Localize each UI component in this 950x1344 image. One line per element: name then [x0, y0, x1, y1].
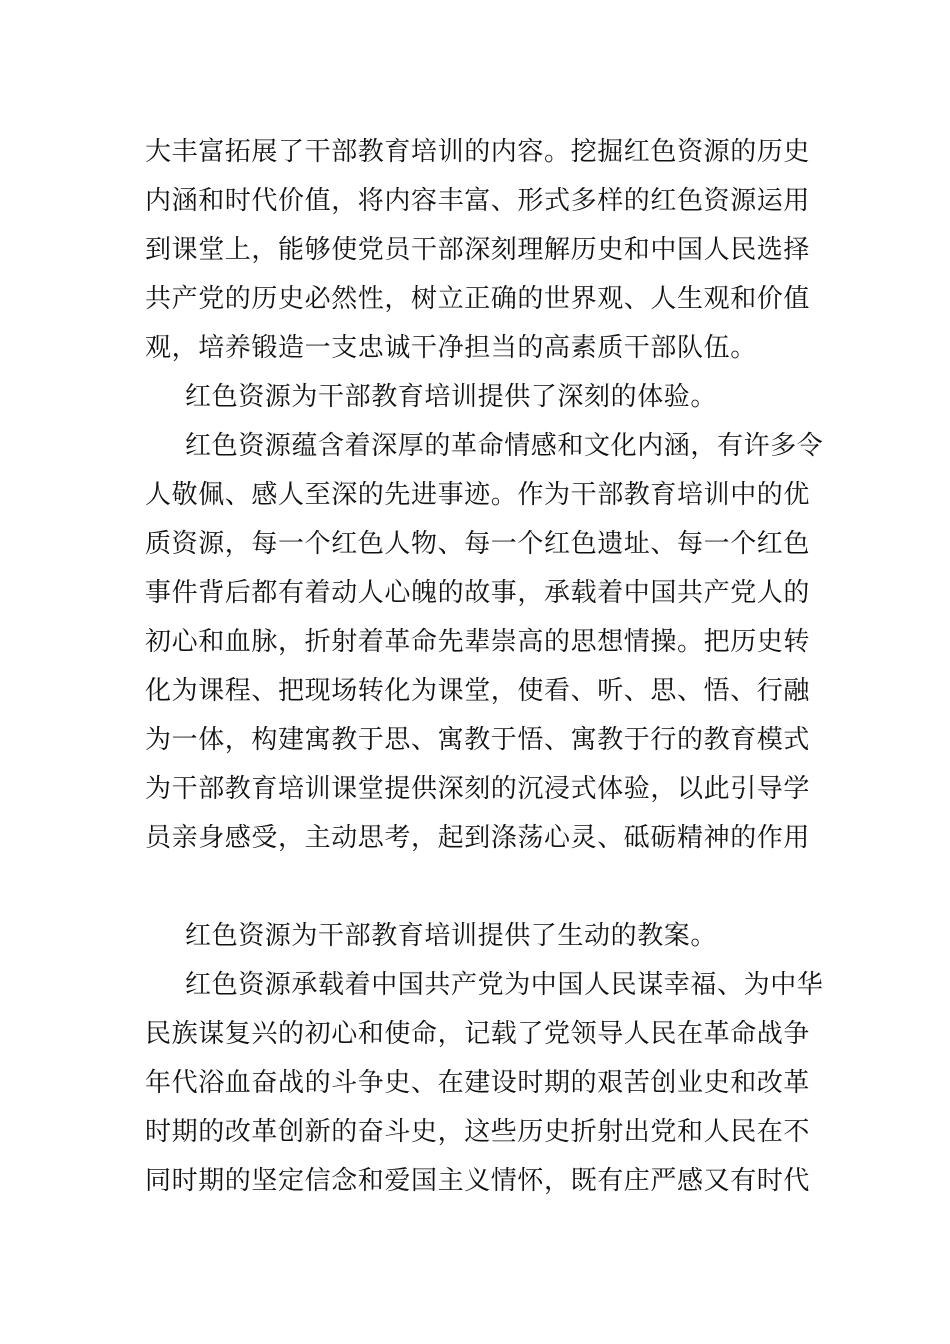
text-line: 员亲身感受，主动思考，起到涤荡心灵、砥砺精神的作用 [145, 823, 811, 853]
text-line: 内涵和时代价值，将内容丰富、形式多样的红色资源运用 [145, 186, 811, 216]
text-line: 共产党的历史必然性，树立正确的世界观、人生观和价值 [145, 284, 811, 314]
heading-line: 红色资源为干部教育培训提供了深刻的体验。 [185, 382, 718, 412]
paragraph-lesson-plan [145, 961, 824, 1206]
text-line: 为干部教育培训课堂提供深刻的沉浸式体验，以此引导学 [145, 774, 811, 804]
text-line: 时期的改革创新的奋斗史，这些历史折射出党和人民在不 [145, 1117, 811, 1147]
paragraph-experience [145, 422, 824, 863]
document-body [145, 128, 824, 1206]
paragraph-continued [145, 128, 817, 373]
text-line: 为一体，构建寓教于思、寓教于悟、寓教于行的教育模式 [145, 725, 811, 755]
text-line: 同时期的坚定信念和爱国主义情怀，既有庄严感又有时代 [145, 1166, 811, 1196]
text-line: 观，培养锻造一支忠诚干净担当的高素质干部队伍。 [145, 333, 757, 363]
heading-line: 红色资源为干部教育培训提供了生动的教案。 [185, 921, 718, 951]
text-line: 事件背后都有着动人心魄的故事，承载着中国共产党人的 [145, 578, 811, 608]
text-line: 大丰富拓展了干部教育培训的内容。挖掘红色资源的历史 [145, 137, 811, 167]
section-heading-experience [145, 373, 817, 422]
text-line: 质资源，每一个红色人物、每一个红色遗址、每一个红色 [145, 529, 811, 559]
text-line: 到课堂上，能够使党员干部深刻理解历史和中国人民选择 [145, 235, 811, 265]
section-heading-lesson-plan [145, 912, 817, 961]
text-line: 年代浴血奋战的斗争史、在建设时期的艰苦创业史和改革 [145, 1068, 811, 1098]
text-line: 人敬佩、感人至深的先进事迹。作为干部教育培训中的优 [145, 480, 811, 510]
text-line: 红色资源蕴含着深厚的革命情感和文化内涵，有许多令 [185, 431, 824, 461]
text-line: 化为课程、把现场转化为课堂，使看、听、思、悟、行融 [145, 676, 811, 706]
blank-line [145, 863, 817, 912]
text-line: 初心和血脉，折射着革命先辈崇高的思想情操。把历史转 [145, 627, 811, 657]
text-line: 民族谋复兴的初心和使命，记载了党领导人民在革命战争 [145, 1019, 811, 1049]
text-line: 红色资源承载着中国共产党为中国人民谋幸福、为中华 [185, 970, 824, 1000]
